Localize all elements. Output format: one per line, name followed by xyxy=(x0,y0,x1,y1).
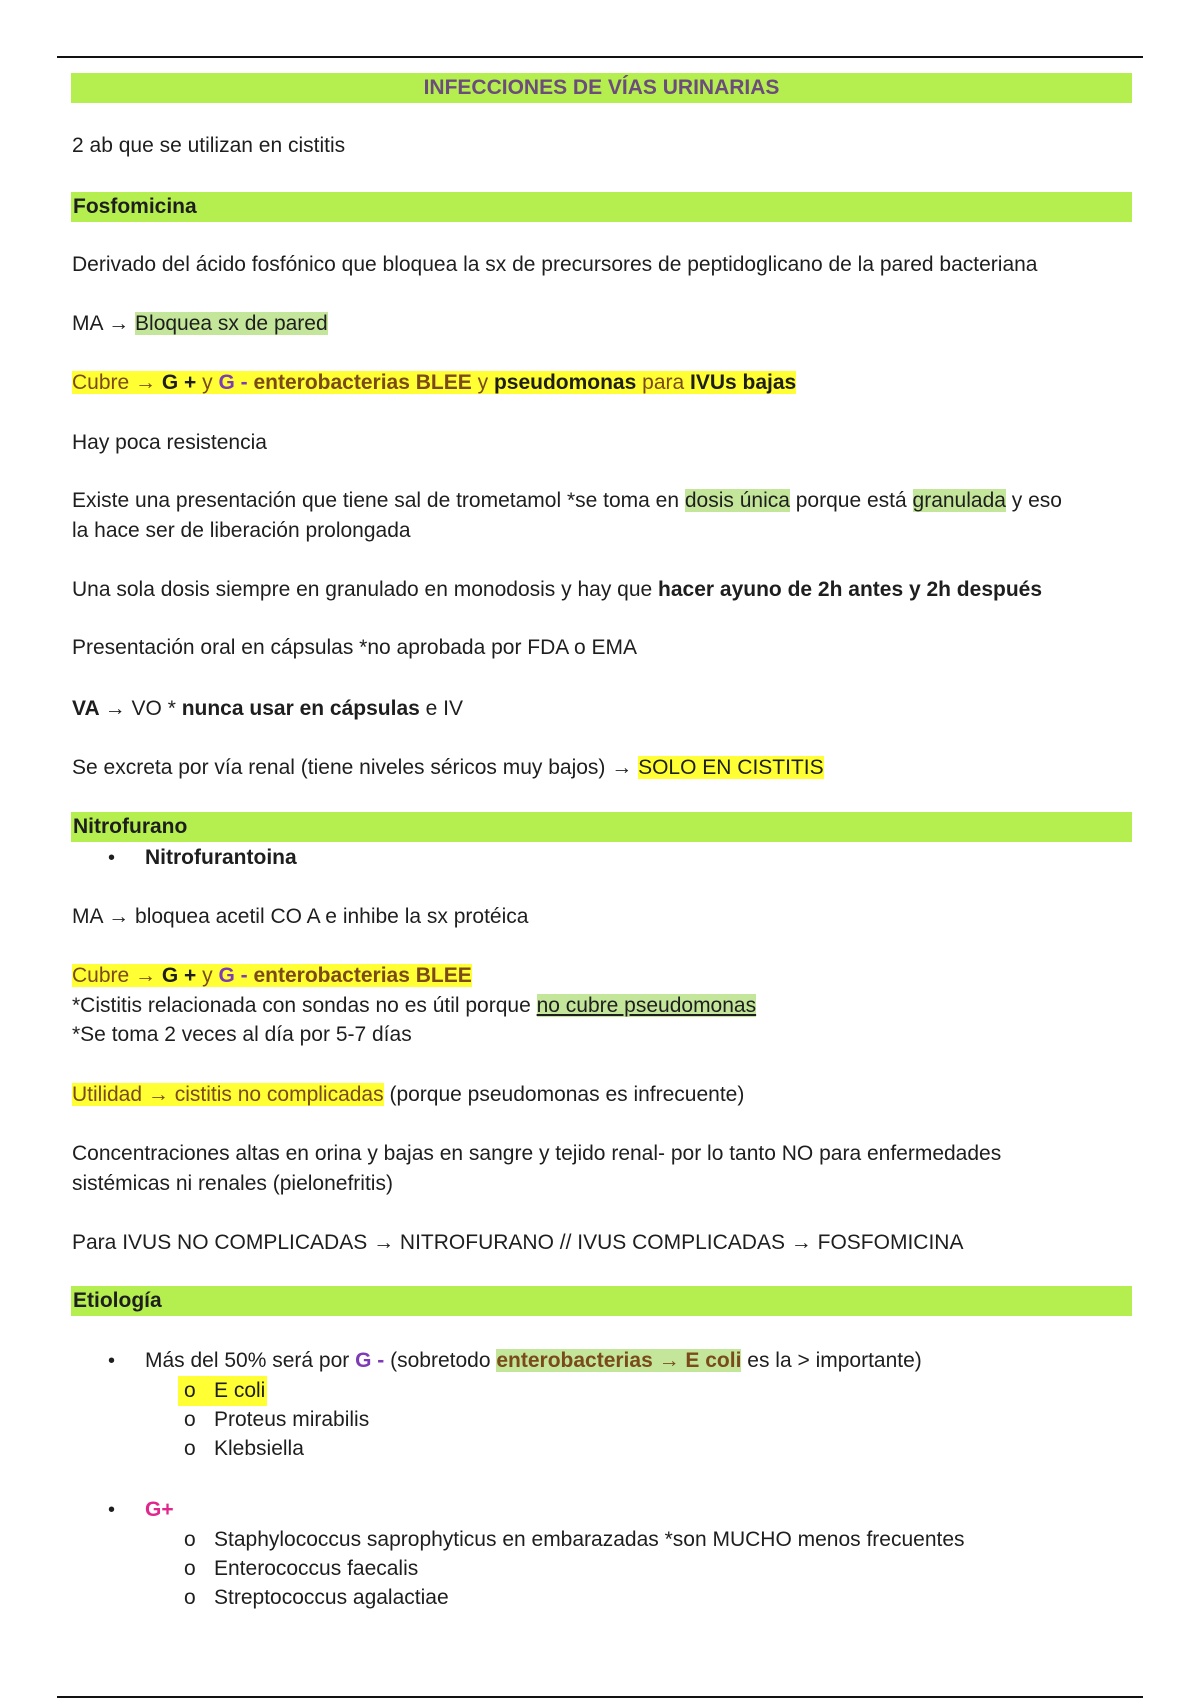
fosfo-sola-text: Una sola dosis siempre en granulado en monodosis y hay que xyxy=(72,578,659,601)
etio-bullet1-dot: • xyxy=(108,1350,116,1372)
etio-b1-text2: (sobretodo xyxy=(390,1349,497,1372)
gneg-item-label: Klebsiella xyxy=(214,1437,304,1460)
nitro-para: Para IVUS NO COMPLICADAS → NITROFURANO // IVUS COMPLICADAS → FOSFOMICINA xyxy=(72,1231,964,1254)
nitro-utilidad-text: (porque pseudomonas es infrecuente) xyxy=(383,1083,745,1106)
fosfo-cubre-ivus: IVUs bajas xyxy=(690,371,797,394)
fosfo-sola-bold: hacer ayuno de 2h antes y 2h después xyxy=(658,578,1043,601)
fosfo-derivado: Derivado del ácido fosfónico que bloquea la sx de precursores de peptidoglicano de la pared bacteriana xyxy=(72,253,1038,276)
nitrofurano-heading: Nitrofurano xyxy=(73,815,188,838)
fosfo-va-label: VA → xyxy=(72,697,132,720)
fosfo-existe-text2: porque está xyxy=(789,489,913,512)
fosfo-presentacion: Presentación oral en cápsulas *no aprobada por FDA o EMA xyxy=(72,636,638,659)
nitro-sondas xyxy=(72,991,756,1021)
nitro-bullet-dot: • xyxy=(108,847,116,869)
fosfo-ma-prefix: MA → xyxy=(72,312,136,335)
etio-b1-text3: es la > importante) xyxy=(741,1349,922,1372)
etio-bullet2-dot: • xyxy=(108,1499,116,1521)
fosfo-cubre xyxy=(72,368,796,398)
nitro-ma: MA → bloquea acetil CO A e inhibe la sx protéica xyxy=(72,905,529,928)
fosfo-resistencia: Hay poca resistencia xyxy=(72,431,267,454)
fosfo-cubre-y2: y xyxy=(477,371,494,394)
nitro-sondas-highlight: no cubre pseudomonas xyxy=(536,994,757,1017)
fosfo-cubre-gneg: G - xyxy=(218,371,254,394)
nitro-cubre-gpos: G + xyxy=(161,964,203,987)
fosfo-sola xyxy=(72,575,1042,605)
fosfo-va-nunca: nunca usar en cápsulas xyxy=(181,697,420,720)
fosfo-excreta-highlight: SOLO EN CISTITIS xyxy=(638,756,824,779)
intro-text: 2 ab que se utilizan en cistitis xyxy=(72,134,346,157)
fosfo-cubre-gpos: G + xyxy=(161,371,203,394)
nitro-utilidad-highlight: Utilidad → cistitis no complicadas xyxy=(72,1083,384,1106)
etio-b1-text1: Más del 50% será por xyxy=(145,1349,356,1372)
fosfo-excreta-text: Se excreta por vía renal (tiene niveles séricos muy bajos) → xyxy=(72,756,639,779)
gpos-item-label: Staphylococcus saprophyticus en embarazadas *son MUCHO menos frecuentes xyxy=(214,1528,965,1551)
fosfo-existe-granulada: granulada xyxy=(912,489,1006,512)
sub-bullet-icon: o xyxy=(184,1557,196,1580)
fosfomicina-band xyxy=(71,192,1132,222)
nitro-toma: *Se toma 2 veces al día por 5-7 días xyxy=(72,1023,412,1046)
fosfomicina-heading: Fosfomicina xyxy=(73,195,197,218)
fosfo-excreta xyxy=(72,753,824,783)
gpos-item-label: Enterococcus faecalis xyxy=(214,1557,419,1580)
sub-bullet-icon: o xyxy=(184,1408,196,1431)
fosfo-ma xyxy=(72,309,328,339)
etio-b1-highlight: enterobacterias → E coli xyxy=(496,1349,742,1372)
gneg-item-label: Proteus mirabilis xyxy=(214,1408,370,1431)
fosfo-cubre-para: para xyxy=(642,371,691,394)
gneg-item-proteus xyxy=(178,1405,369,1435)
gneg-item-label: E coli xyxy=(214,1379,266,1402)
nitro-cubre-blee: enterobacterias BLEE xyxy=(253,964,472,987)
fosfo-cubre-pseudomonas: pseudomonas xyxy=(493,371,643,394)
etio-bullet2: G+ xyxy=(145,1498,174,1521)
fosfo-cubre-label: Cubre → xyxy=(72,371,162,394)
nitro-cubre-y: y xyxy=(202,964,219,987)
gneg-item-klebsiella xyxy=(178,1434,304,1464)
bottom-rule xyxy=(57,1696,1143,1698)
nitro-bullet-text: Nitrofurantoina xyxy=(145,846,297,869)
etio-bullet1 xyxy=(145,1346,922,1376)
gneg-item-ecoli xyxy=(178,1376,267,1406)
nitro-conc-line2: sistémicas ni renales (pielonefritis) xyxy=(72,1172,393,1195)
top-rule xyxy=(57,56,1143,58)
fosfo-va xyxy=(72,694,463,724)
fosfo-cubre-blee: enterobacterias BLEE xyxy=(253,371,478,394)
sub-bullet-icon: o xyxy=(184,1528,196,1551)
etiologia-heading: Etiología xyxy=(73,1289,162,1312)
nitro-sondas-text: *Cistitis relacionada con sondas no es útil porque xyxy=(72,994,537,1017)
fosfo-existe xyxy=(72,486,1062,516)
fosfo-va-iv: e IV xyxy=(419,697,464,720)
gpos-item-enterococcus xyxy=(178,1554,418,1584)
nitro-cubre xyxy=(72,961,472,991)
sub-bullet-icon: o xyxy=(184,1379,196,1402)
fosfo-va-vo: VO * xyxy=(131,697,182,720)
gpos-item-staph xyxy=(178,1525,965,1555)
fosfo-cubre-y: y xyxy=(202,371,219,394)
page-title: INFECCIONES DE VÍAS URINARIAS xyxy=(423,76,780,99)
nitro-cubre-gneg: G - xyxy=(218,964,254,987)
sub-bullet-icon: o xyxy=(184,1437,196,1460)
fosfo-existe-text1: Existe una presentación que tiene sal de trometamol *se toma en xyxy=(72,489,685,512)
nitrofurano-band xyxy=(71,812,1132,842)
fosfo-ma-highlight: Bloquea sx de pared xyxy=(135,312,328,335)
fosfo-existe-dosis: dosis única xyxy=(684,489,790,512)
fosfo-existe-text3: y eso xyxy=(1005,489,1062,512)
nitro-conc-line1: Concentraciones altas en orina y bajas en sangre y tejido renal- por lo tanto NO para enfermedades xyxy=(72,1142,1002,1165)
fosfo-existe-line2: la hace ser de liberación prolongada xyxy=(72,519,411,542)
gpos-item-label: Streptococcus agalactiae xyxy=(214,1586,449,1609)
nitro-utilidad xyxy=(72,1080,744,1110)
etio-b1-gneg: G - xyxy=(355,1349,391,1372)
gpos-item-strepto xyxy=(178,1583,449,1613)
sub-bullet-icon: o xyxy=(184,1586,196,1609)
etiologia-band xyxy=(71,1286,1132,1316)
nitro-cubre-label: Cubre → xyxy=(72,964,162,987)
